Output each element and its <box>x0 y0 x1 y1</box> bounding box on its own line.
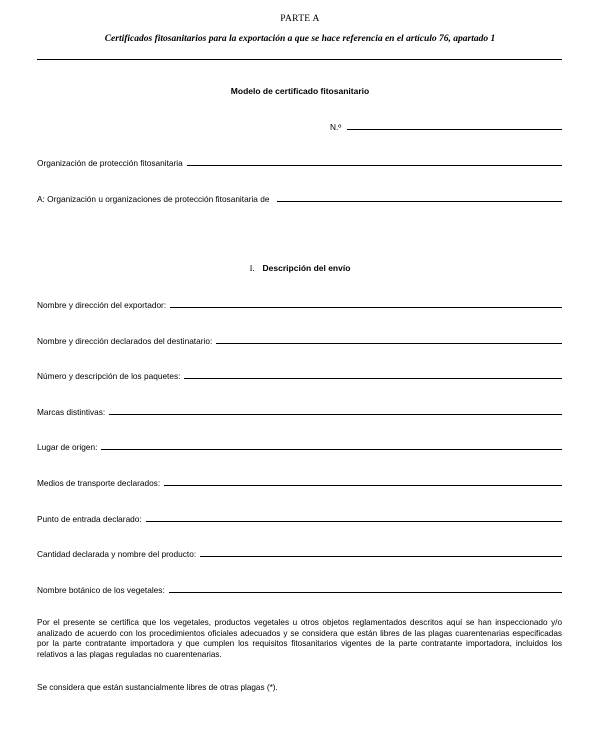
shipment-field-quantity[interactable] <box>37 547 562 559</box>
org-field-label: A: Organización u organizaciones de protección fitosanitaria de <box>37 194 270 204</box>
shipment-field-blank[interactable] <box>101 448 562 450</box>
org-field-blank[interactable] <box>277 200 562 202</box>
certificate-number-label: N.º <box>330 122 342 132</box>
certification-paragraph: Por el presente se certifica que los vegetales, productos vegetales u otros objetos reglamentados descritos aquí se han inspeccionado y/o analizado de acuerdo con los procedimientos oficiales adecuados y se considera que están libres de las plagas cuarentenarias especificadas por la parte contratante importadora y que cumplen los requisitos fitosanitarios vigentes de la parte contratante importadora, incluidos los relativos a las plagas reguladas no cuarentenarias. <box>37 618 562 659</box>
section-numeral: I. <box>249 263 255 273</box>
shipment-field-label: Nombre y dirección declarados del destinatario: <box>37 336 213 346</box>
shipment-field-blank[interactable] <box>184 377 562 379</box>
shipment-field-blank[interactable] <box>164 484 562 486</box>
shipment-field-label: Nombre botánico de los vegetales: <box>37 585 165 595</box>
shipment-field-label: Lugar de origen: <box>37 442 98 452</box>
shipment-field-blank[interactable] <box>200 555 562 557</box>
other-pests-paragraph: Se considera que están sustancialmente libres de otras plagas (*). <box>37 683 278 692</box>
shipment-field-origin[interactable] <box>37 440 562 452</box>
certificate-number-field[interactable] <box>330 120 562 132</box>
shipment-field-label: Marcas distintivas: <box>37 407 106 417</box>
shipment-field-label: Número y descripción de los paquetes: <box>37 371 181 381</box>
header-divider <box>37 59 562 60</box>
shipment-field-label: Nombre y dirección del exportador: <box>37 300 167 310</box>
shipment-field-label: Cantidad declarada y nombre del producto: <box>37 549 197 559</box>
shipment-field-blank[interactable] <box>169 591 562 593</box>
shipment-field-label: Medios de transporte declarados: <box>37 478 161 488</box>
shipment-field-botanical-name[interactable] <box>37 583 562 595</box>
section-heading <box>0 263 600 273</box>
shipment-field-blank[interactable] <box>216 342 562 344</box>
shipment-field-packages[interactable] <box>37 369 562 381</box>
certificate-number-blank[interactable] <box>347 128 562 130</box>
org-field-label: Organización de protección fitosanitaria <box>37 158 183 168</box>
shipment-field-blank[interactable] <box>146 520 562 522</box>
shipment-field-transport[interactable] <box>37 476 562 488</box>
shipment-field-label: Punto de entrada declarado: <box>37 514 142 524</box>
shipment-field-blank[interactable] <box>170 306 562 308</box>
shipment-field-marks[interactable] <box>37 405 562 417</box>
org-field-destination[interactable] <box>37 192 562 204</box>
org-field-blank[interactable] <box>187 164 562 166</box>
section-title: Descripción del envío <box>262 263 351 273</box>
shipment-field-exporter[interactable] <box>37 298 562 310</box>
document-subtitle: Certificados fitosanitarios para la exportación a que se hace referencia en el artículo 76, apartado 1 <box>104 34 496 44</box>
part-heading: PARTE A <box>280 14 320 24</box>
shipment-field-blank[interactable] <box>109 413 562 415</box>
shipment-field-consignee[interactable] <box>37 334 562 346</box>
model-title: Modelo de certificado fitosanitario <box>230 86 370 96</box>
shipment-field-entry-point[interactable] <box>37 512 562 524</box>
org-field-ppo[interactable] <box>37 156 562 168</box>
